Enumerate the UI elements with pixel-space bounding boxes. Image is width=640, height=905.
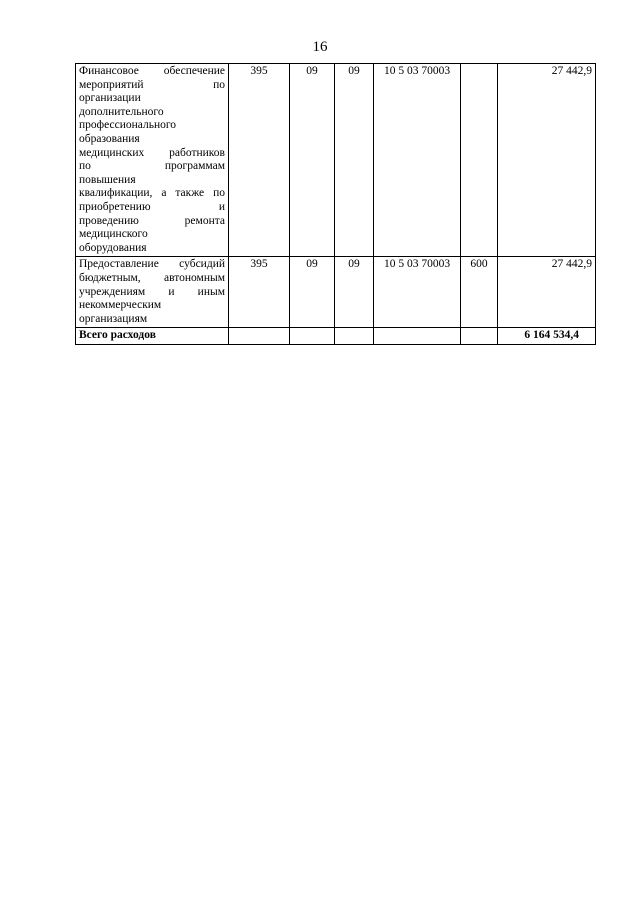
row-name-line: оборудования — [79, 241, 147, 254]
row-name-line: организациям — [79, 312, 148, 325]
row-name-line: медицинского — [79, 228, 148, 241]
table-row — [76, 257, 596, 328]
empty-cell — [461, 328, 498, 345]
row-name-line: мероприятий по — [79, 78, 225, 91]
row-name-line: бюджетным, автономным — [79, 271, 225, 284]
empty-cell — [335, 328, 374, 345]
subsection-code-cell: 09 — [335, 257, 374, 328]
empty-cell — [374, 328, 461, 345]
empty-cell — [229, 328, 290, 345]
row-name-line: организации — [79, 92, 141, 105]
row-name-line: повышения — [79, 173, 136, 186]
expense-type-cell — [461, 64, 498, 257]
row-name-cell — [76, 257, 229, 328]
grbs-code-cell: 395 — [229, 257, 290, 328]
section-code-cell: 09 — [290, 64, 335, 257]
target-article-cell: 10 5 03 70003 — [374, 64, 461, 257]
grbs-code-cell: 395 — [229, 64, 290, 257]
row-name-line: дополнительного — [79, 105, 164, 118]
row-name-line: Финансовое обеспечение — [79, 65, 225, 77]
row-name-line: профессионального — [79, 119, 177, 132]
total-row — [76, 328, 596, 345]
section-code-cell: 09 — [290, 257, 335, 328]
expense-type-cell: 600 — [461, 257, 498, 328]
row-name-line: по программам — [79, 160, 225, 173]
total-amount: 6 164 534,4 — [498, 328, 596, 345]
row-name-line: некоммерческим — [79, 299, 162, 312]
table-row — [76, 64, 596, 257]
empty-cell — [290, 328, 335, 345]
row-name-line: проведению ремонта — [79, 214, 225, 227]
row-name-line: Предоставление субсидий — [79, 258, 225, 271]
row-name-line: квалификации, а также по — [79, 187, 225, 200]
row-name-line: учреждениям и иным — [79, 285, 225, 298]
subsection-code-cell: 09 — [335, 64, 374, 257]
page-number: 16 — [312, 39, 328, 55]
row-name-line: медицинских работников — [79, 146, 225, 159]
amount-cell: 27 442,9 — [498, 257, 596, 328]
total-label: Всего расходов — [76, 328, 229, 345]
target-article-cell: 10 5 03 70003 — [374, 257, 461, 328]
expenditure-table — [75, 63, 596, 345]
row-name-line: образования — [79, 132, 140, 145]
row-name-line: приобретению и — [79, 200, 225, 213]
row-name-cell — [76, 64, 229, 257]
amount-cell: 27 442,9 — [498, 64, 596, 257]
